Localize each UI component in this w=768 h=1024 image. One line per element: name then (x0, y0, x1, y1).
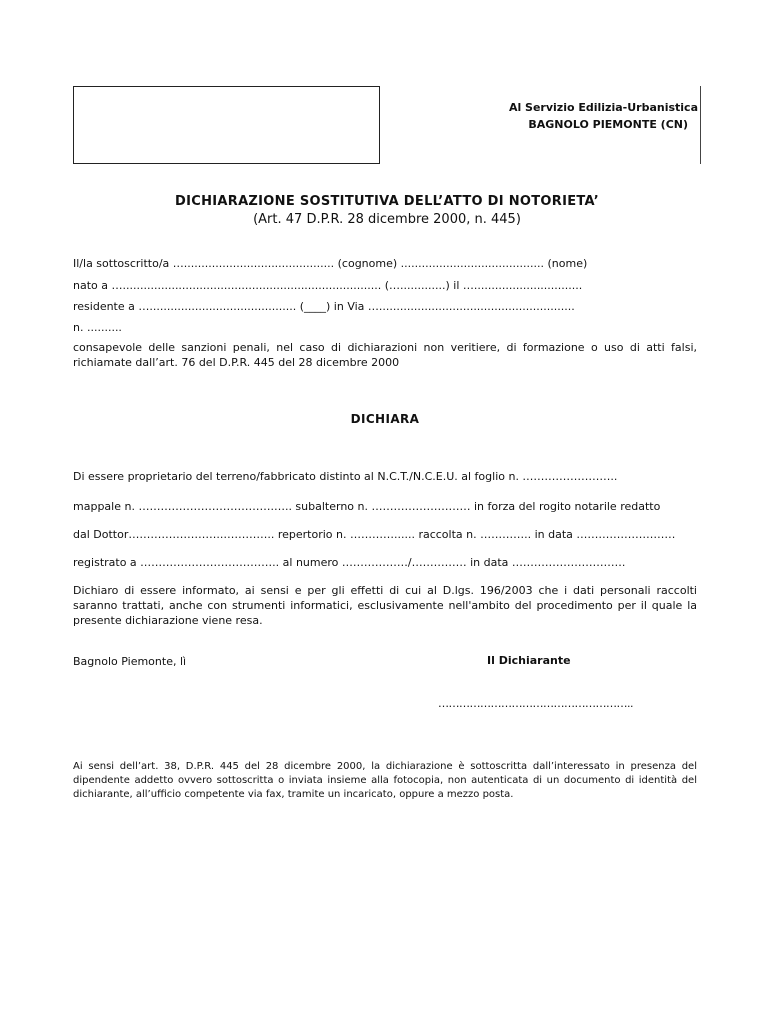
recipient-office: Al Servizio Edilizia-Urbanistica (508, 101, 698, 114)
awareness-paragraph: consapevole delle sanzioni penali, nel caso di dichiarazioni non veritiere, di formazione o uso di atti falsi, richiamate dall’art. 76 del D.P.R. 445 del 28 dicembre 2000 (73, 341, 697, 369)
declaration-heading: DICHIARA (350, 412, 420, 426)
signature-field: ……………………………………………….. (438, 697, 633, 710)
document-subtitle: (Art. 47 D.P.R. 28 dicembre 2000, n. 445) (253, 212, 521, 227)
place-date-line: Bagnolo Piemonte, lì (73, 655, 187, 668)
header-vertical-rule (700, 86, 701, 164)
residence-line: residente a ….......................................... (____) in Via …........................................................ (73, 300, 575, 313)
name-line: Il/la sottoscritto/a …........................................... (cognome) ......................................... (nome) (73, 257, 588, 270)
birth-line: nato a ….......................................................................... (….............) il …............................... (73, 279, 583, 292)
signatory-label: Il Dichiarante (487, 654, 571, 667)
property-line: Di essere proprietario del terreno/fabbricato distinto al N.C.T./N.C.E.U. al foglio n. …………………….. (73, 470, 618, 483)
house-number-line: n. .......... (73, 321, 122, 334)
privacy-paragraph: Dichiaro di essere informato, ai sensi e per gli effetti di cui al D.lgs. 196/2003 che i dati personali raccolti saranno trattati, anche con strumenti informatici, esclusivamente nell'ambito del procedimento per il quale la presente dichiarazione viene resa. (73, 584, 697, 627)
document-title: DICHIARAZIONE SOSTITUTIVA DELL’ATTO DI NOTORIETA’ (175, 194, 599, 209)
recipient-town: BAGNOLO PIEMONTE (CN) (528, 118, 688, 131)
cadastral-line: mappale n. ……………………………….….. subalterno n. ……………………… in forza del rogito notarile redatto (73, 500, 661, 513)
registration-line: registrato a ……………………………….. al numero ………………/…………… in data …………………………. (73, 556, 626, 569)
notary-line: dal Dottor……………………..………….. repertorio n. …………...... raccolta n. ………….. in data ……………………… (73, 528, 676, 541)
protocol-stamp-box (73, 86, 380, 164)
legal-footnote: Ai sensi dell’art. 38, D.P.R. 445 del 28 dicembre 2000, la dichiarazione è sottoscritta dall’interessato in presenza del dipendente addetto ovvero sottoscritta o inviata insieme alla fotocopia, non autenticata di un documento di identità del dichiarante, all’ufficio competente via fax, tramite un incaricato, oppure a mezzo posta. (73, 761, 697, 800)
